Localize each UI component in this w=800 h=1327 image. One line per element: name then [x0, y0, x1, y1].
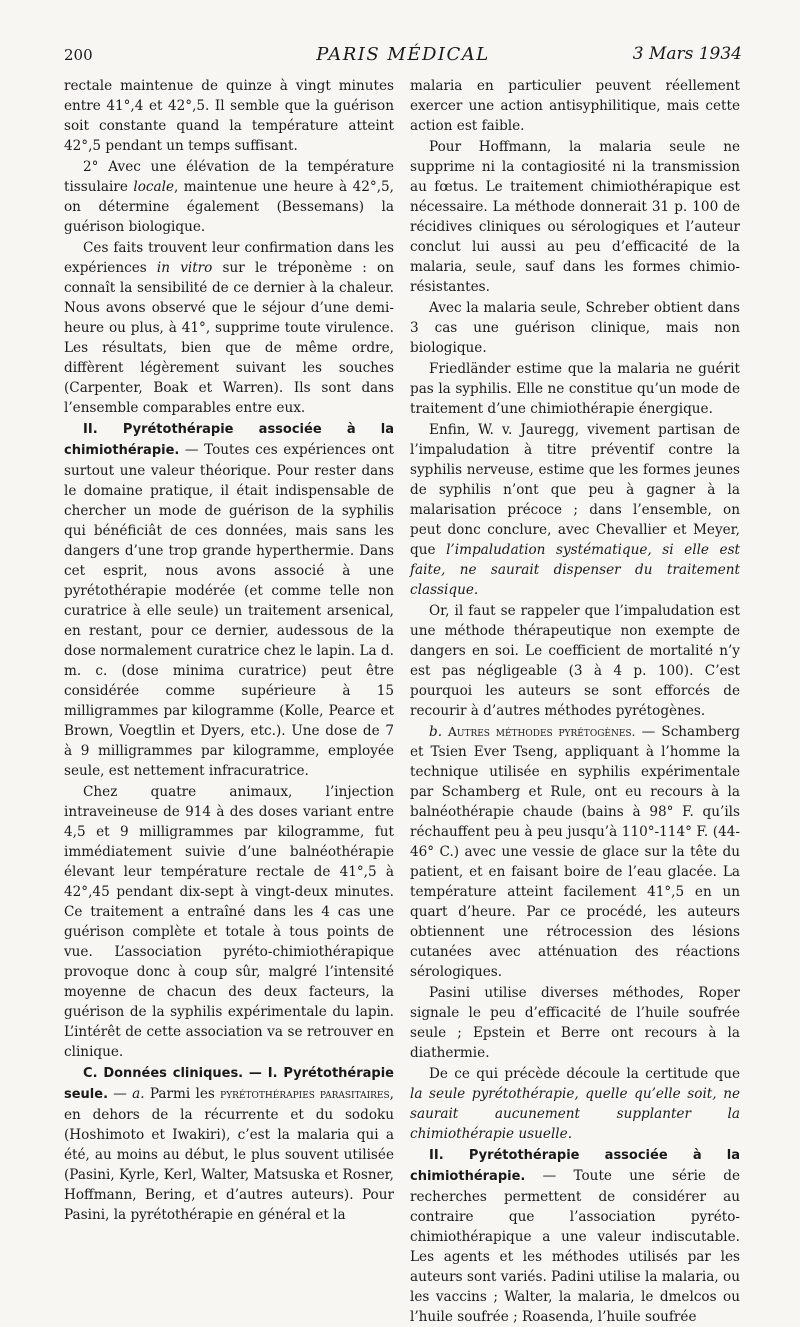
paragraph: 2° Avec une élévation de la température tissulaire locale, maintenue une heure à 42°,5, on détermine également (Bessemans) la guérison biologique. [64, 159, 394, 235]
section-heading-paragraph: II. Pyrétothérapie associée à la chimiothérapie. — Toute une série de recherches permettent de considérer au contraire que l’association pyréto-chimiothérapique a une valeur indiscutable. Les agents et les méthodes utilisés par les auteurs sont variés. Padini utilise la malaria, ou les vaccins ; Walter, la malaria, le dmelcos ou l’huile soufrée ; Roasenda, l’huile soufrée [410, 1148, 740, 1325]
page-number: 200 [64, 46, 93, 64]
page-header [64, 44, 742, 72]
paragraph: rectale maintenue de quinze à vingt minutes entre 41°,4 et 42°,5. Il semble que la guérison soit constante quand la température atteint 42°,5 pendant un temps suffisant. [64, 78, 394, 154]
section-heading: II. Pyrétothérapie associée à la chimiothérapie. [64, 422, 394, 458]
left-column [64, 76, 394, 1225]
paragraph: Chez quatre animaux, l’injection intraveineuse de 914 à des doses variant entre 4,5 et 9 milligrammes par kilogramme, fut immédiatement suivie d’une balnéothérapie élevant leur température rectale de 41°,5 à 42°,45 pendant dix-sept à vingt-deux minutes. Ce traitement a entraîné dans les 4 cas une guérison complète et totale à tous points de vue. L’association pyréto-chimiothérapique provoque donc à coup sûr, malgré l’intensité moyenne de chacun des deux facteurs, la guérison de la syphilis expérimentale du lapin. L’intérêt de cette association va se retrouver en clinique. [64, 784, 394, 1060]
paragraph: Ces faits trouvent leur confirmation dans les expériences in vitro sur le tréponème : on connaît la sensibilité de ce dernier à la chaleur. Nous avons observé que le séjour d’une demi-heure ou plus, à 41°, supprime toute virulence. Les résultats, bien que de même ordre, diffèrent légèrement suivant les souches (Carpenter, Boak et Warren). Ils sont dans l’ensemble comparables entre eux. [64, 240, 394, 416]
section-heading-paragraph: C. Données cliniques. — I. Pyrétothérapie seule. — a. Parmi les pyrétothérapies parasitaires, en dehors de la récurrente et du sodoku (Hoshimoto et Iwakiri), c’est la malaria qui a été, au moins au début, le plus souvent utilisée (Pasini, Kyrle, Kerl, Walter, Matsuska et Rosner, Hoffmann, Bering, et d’autres auteurs). Pour Pasini, la pyrétothérapie en général et la [64, 1066, 394, 1223]
paragraph: Avec la malaria seule, Schreber obtient dans 3 cas une guérison clinique, mais non biologique. [410, 300, 740, 356]
paragraph: Pasini utilise diverses méthodes, Roper signale le peu d’efficacité de l’huile soufrée seule ; Epstein et Berre ont recours à la diathermie. [410, 985, 740, 1061]
section-heading: II. Pyrétothérapie associée à la chimiothérapie. [410, 1148, 740, 1184]
paragraph: Pour Hoffmann, la malaria seule ne supprime ni la contagiosité ni la transmission au fœtus. Le traitement chimiothérapique est nécessaire. La méthode donnerait 31 p. 100 de récidives cliniques ou sérologiques et l’auteur conclut lui aussi au peu d’efficacité de la malaria, seule, sauf dans les formes chimio-résistantes. [410, 139, 740, 295]
paragraph: De ce qui précède découle la certitude que la seule pyrétothérapie, quelle qu’elle soit, ne saurait aucunement supplanter la chimiothérapie usuelle. [410, 1066, 740, 1142]
right-column [410, 76, 740, 1327]
issue-date: 3 Mars 1934 [632, 44, 742, 64]
paragraph: Friedländer estime que la malaria ne guérit pas la syphilis. Elle ne constitue qu’un mode de traitement d’une chimiothérapie énergique. [410, 361, 740, 417]
section-heading-paragraph: II. Pyrétothérapie associée à la chimiothérapie. — Toutes ces expériences ont surtout une valeur théorique. Pour rester dans le domaine pratique, il était indispensable de chercher un mode de guérison de la syphilis qui bénéficiât de ces données, mais sans les dangers d’une trop grande hyperthermie. Dans cet esprit, nous avons associé à une pyrétothérapie modérée (et comme telle non curatrice à elle seule) un traitement arsenical, en restant, pour ce dernier, audessous de la dose normalement curatrice chez le lapin. La d. m. c. (dose minima curatrice) peut être considérée comme supérieure à 15 milligrammes par kilogramme (Kolle, Pearce et Brown, Voegtlin et Dyers, etc.). Une dose de 7 à 9 milligrammes par kilogramme, employée seule, est nettement infracuratrice. [64, 422, 394, 779]
subsection-paragraph: b. Autres méthodes pyrétogènes. — Schamberg et Tsien Ever Tseng, appliquant à l’homme la technique utilisée en syphilis expérimentale par Schamberg et Rule, ont eu recours à la balnéothérapie chaude (bains à 98° F. qu’ils réchauffent peu à peu jusqu’à 110°-114° F. (44-46° C.) avec une vessie de glace sur la tête du patient, et en faisant boire de l’eau glacée. La température atteint facilement 41°,5 en un quart d’heure. Par ce procédé, les auteurs obtiennent une rétrocession des lésions cutanées avec atténuation des réactions sérologiques. [410, 724, 740, 980]
section-heading: C. Données cliniques. — I. Pyrétothérapie seule. [64, 1066, 394, 1102]
paragraph: Or, il faut se rappeler que l’impaludation est une méthode thérapeutique non exempte de dangers en soi. Le coefficient de mortalité n’y est pas négligeable (3 à 4 p. 100). C’est pourquoi les auteurs se sont efforcés de recourir à d’autres méthodes pyrétogènes. [410, 603, 740, 719]
subsection-heading: Autres méthodes pyrétogènes. [442, 724, 636, 739]
paragraph: malaria en particulier peuvent réellement exercer une action antisyphilitique, mais cette action est faible. [410, 78, 740, 134]
journal-title: PARIS MÉDICAL [316, 44, 490, 65]
paragraph: Enfin, W. v. Jauregg, vivement partisan de l’impaludation à titre préventif contre la syphilis nerveuse, estime que les formes jeunes de syphilis n’ont que peu à gagner à la malarisation précoce ; dans l’ensemble, on peut donc conclure, avec Chevallier et Meyer, que l’impaludation systématique, si elle est faite, ne saurait dispenser du traitement classique. [410, 422, 741, 598]
